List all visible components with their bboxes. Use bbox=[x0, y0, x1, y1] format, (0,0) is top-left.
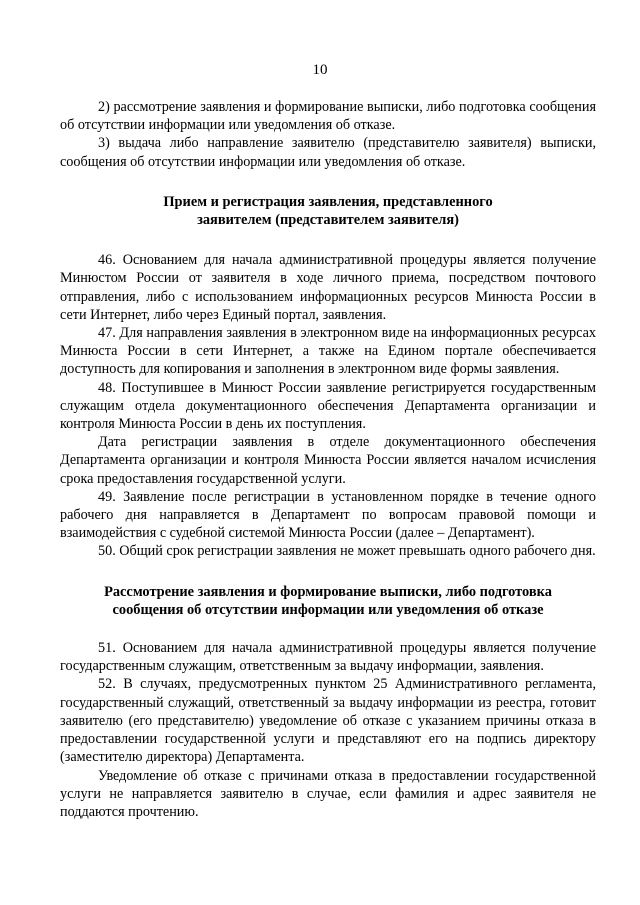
heading-line: заявителем (представителем заявителя) bbox=[197, 212, 459, 229]
paragraph-49: 49. Заявление после регистрации в установленном порядке в течение одного рабочего дня направляется в Департамент по вопросам правовой помощи и взаимодействия с судебной системой Минюста России (далее – Департамент). bbox=[60, 488, 596, 542]
paragraph-52: 52. В случаях, предусмотренных пунктом 25 Административного регламента, государственный служащий, ответственный за выдачу информации из реестра, готовит заявителю (его представителю) уведомление об отказе с указанием причины отказа в предоставлении государственной услуги и представляют его на подпись директору (заместителю директора) Департамента. bbox=[60, 676, 596, 766]
paragraph-47: 47. Для направления заявления в электронном виде на информационных ресурсах Минюста России в сети Интернет, а также на Едином портале обеспечивается доступность для копирования и заполнения в электронном виде формы заявления. bbox=[60, 325, 596, 378]
heading-line: сообщения об отсутствии информации или уведомления об отказе bbox=[112, 601, 544, 618]
section-heading-review bbox=[60, 583, 596, 619]
paragraph-48: 48. Поступившее в Минюст России заявление регистрируется государственным служащим отдела документационного обеспечения Департамента организации и контроля Минюста России в день их поступления. bbox=[60, 379, 596, 433]
page-number: 10 bbox=[312, 62, 328, 78]
paragraph: 2) рассмотрение заявления и формирование выписки, либо подготовка сообщения об отсутствии информации или уведомления об отказе. bbox=[60, 99, 596, 134]
paragraph: Уведомление об отказе с причинами отказа в предоставлении государственной услуги не направляется заявителю в случае, если фамилия и адрес заявителя не поддаются прочтению. bbox=[60, 767, 596, 820]
paragraph-51: 51. Основанием для начала административной процедуры является получение государственным служащим, ответственным за выдачу информации, заявления. bbox=[60, 640, 596, 675]
section-heading-reception bbox=[60, 193, 596, 229]
heading-line: Рассмотрение заявления и формирование выписки, либо подготовка bbox=[104, 583, 552, 600]
paragraph-46: 46. Основанием для начала административной процедуры является получение Минюстом России от заявителя в ходе личного приема, посредством почтового отправления, либо с использованием информационных ресурсов Минюста России в сети Интернет, либо через Единый портал, заявления. bbox=[60, 252, 596, 323]
paragraph: Дата регистрации заявления в отделе документационного обеспечения Департамента организации и контроля Минюста России является началом исчисления срока предоставления государственной услуги. bbox=[60, 434, 596, 487]
heading-line: Прием и регистрация заявления, представленного bbox=[163, 193, 493, 210]
document-body bbox=[60, 98, 596, 821]
paragraph: 3) выдача либо направление заявителю (представителю заявителя) выписки, сообщения об отсутствии информации или уведомления об отказе. bbox=[60, 135, 596, 170]
paragraph-50: 50. Общий срок регистрации заявления не может превышать одного рабочего дня. bbox=[98, 543, 596, 560]
